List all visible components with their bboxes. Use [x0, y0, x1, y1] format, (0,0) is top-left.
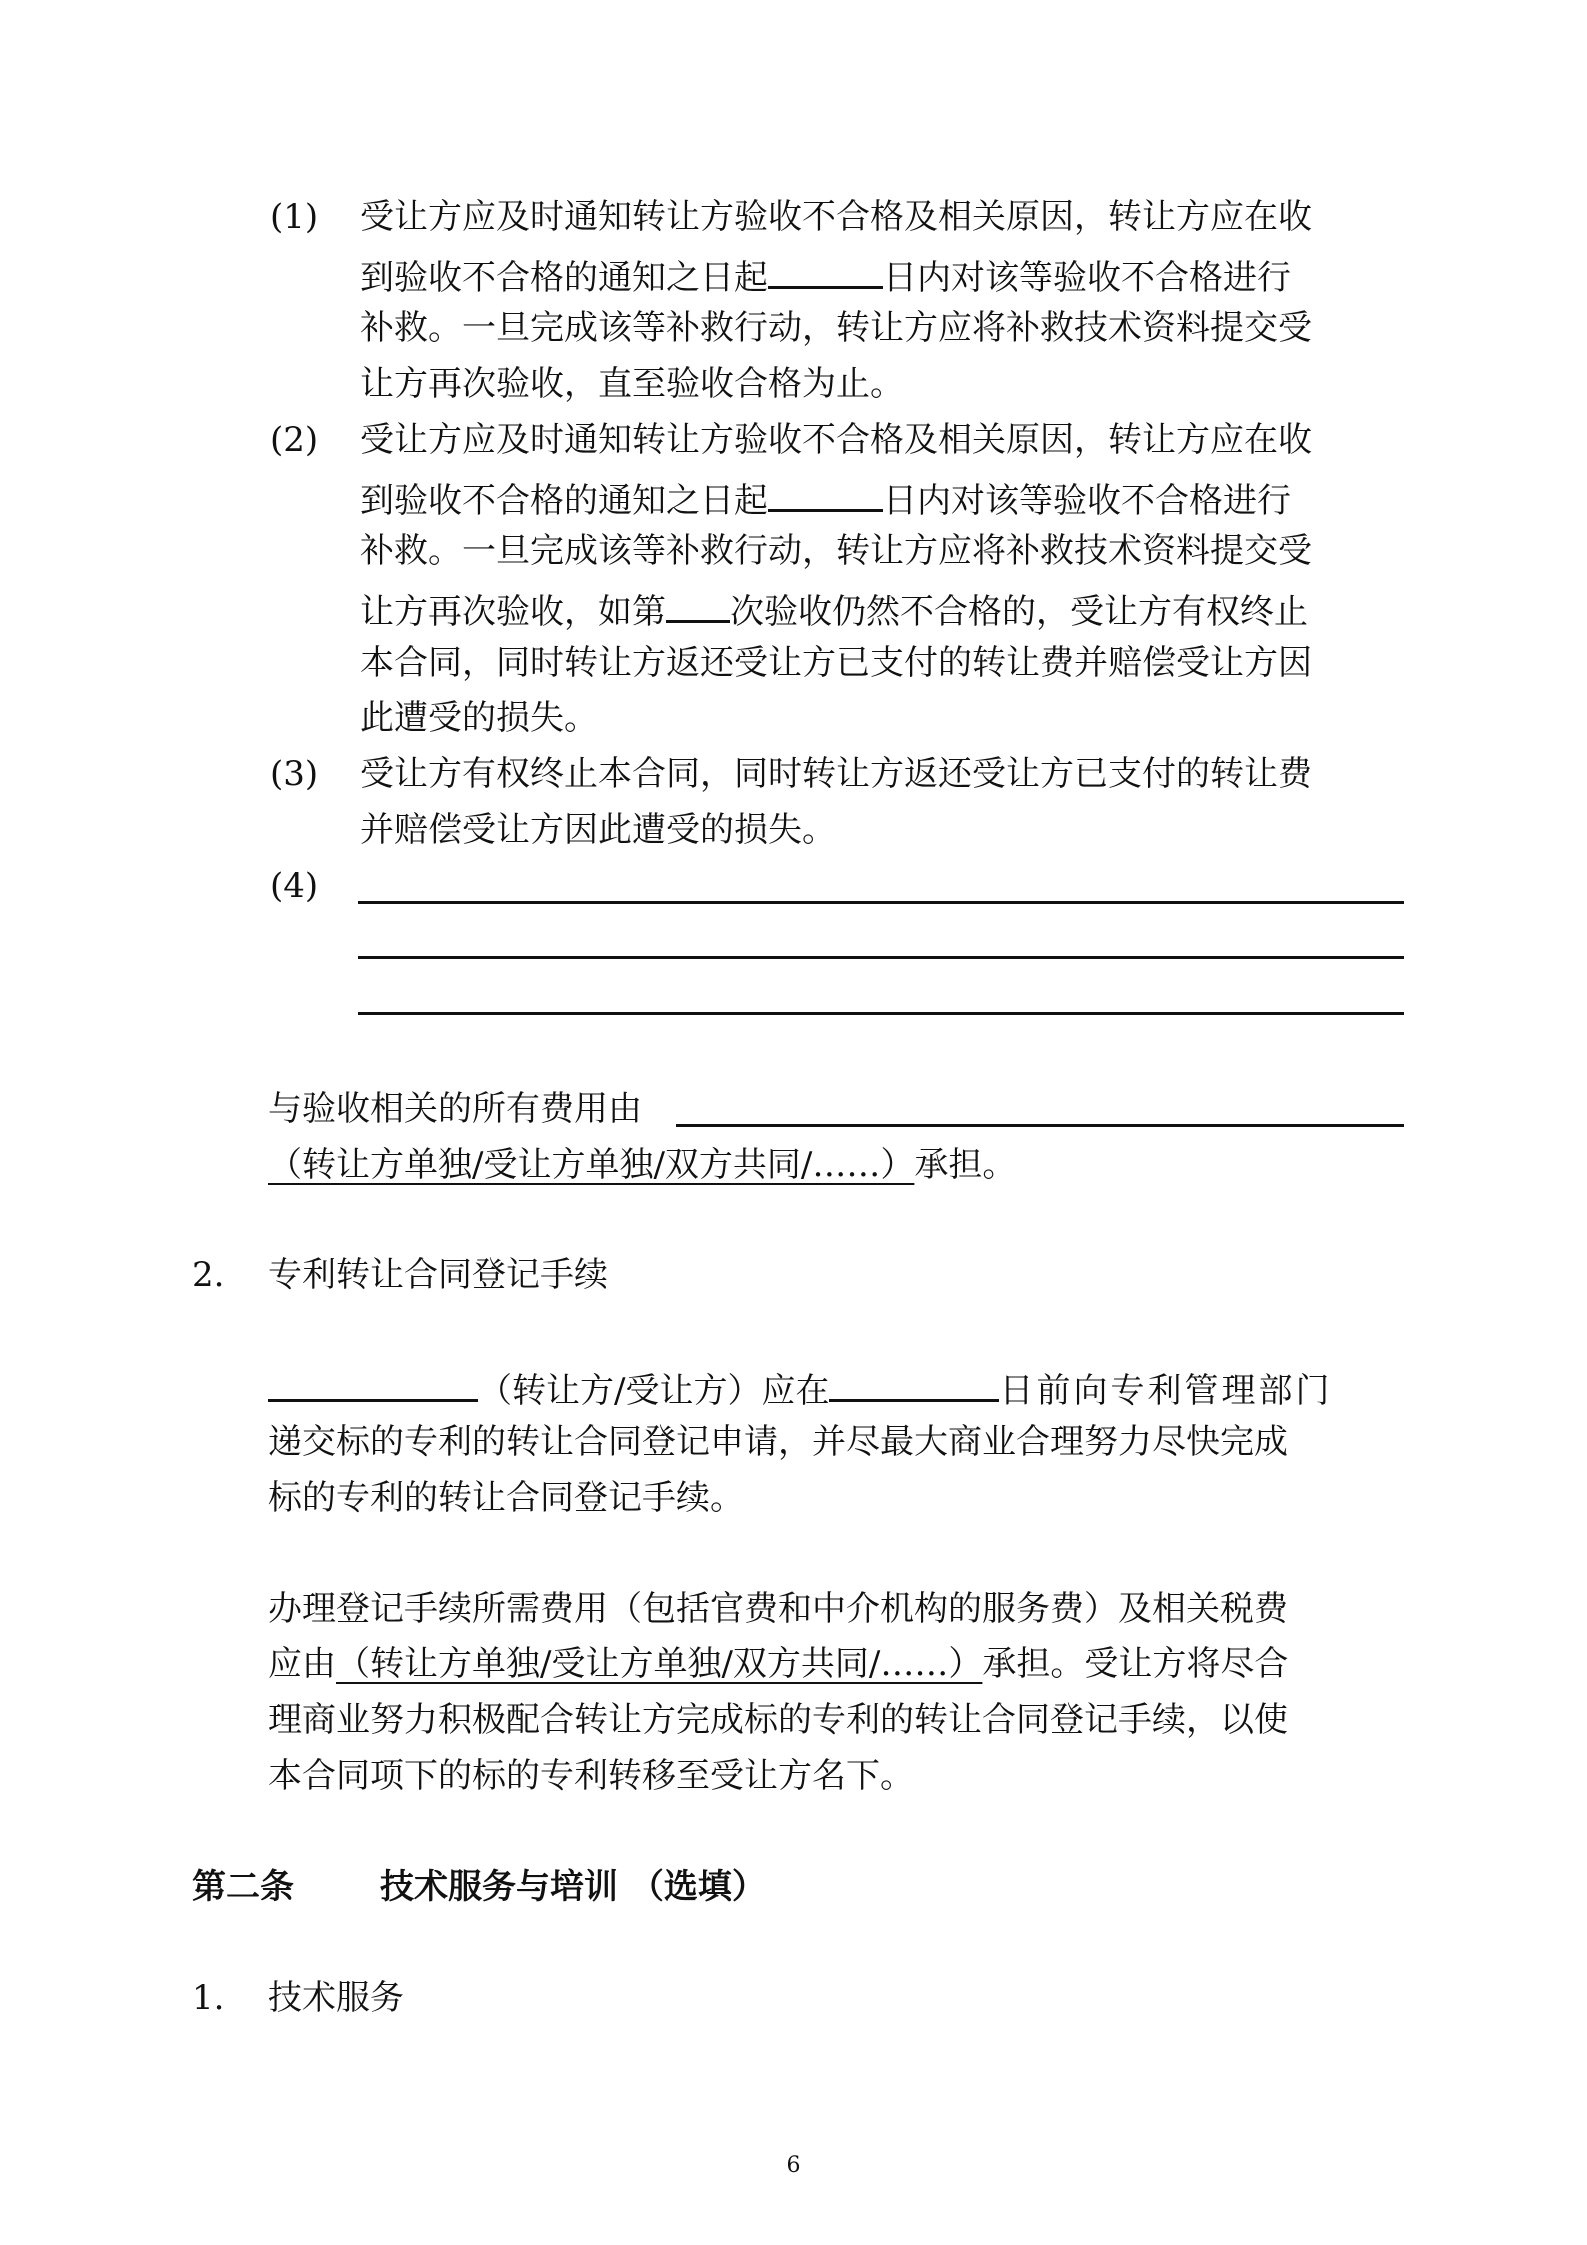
- item-3-line-2: 并赔偿受让方因此遭受的损失。: [360, 810, 836, 850]
- item-1-line-2: [360, 256, 1291, 298]
- item-4-blank-line-1[interactable]: [358, 901, 1404, 904]
- article-2-title: 技术服务与培训 （选填）: [380, 1867, 766, 1907]
- section-2-number: 2.: [192, 1255, 225, 1295]
- acceptance-cost-line-1: [268, 1089, 642, 1129]
- item-2-line-1: 受让方应及时通知转让方验收不合格及相关原因，转让方应在收: [360, 420, 1312, 460]
- days-blank-2[interactable]: [768, 479, 883, 512]
- days-blank-1[interactable]: [768, 256, 883, 289]
- attempts-blank[interactable]: [666, 590, 730, 623]
- item-1-line-3: 补救。一旦完成该等补救行动，转让方应将补救技术资料提交受: [360, 308, 1312, 348]
- item-2-line-4: [360, 590, 1308, 632]
- registration-cost-options[interactable]: （转让方单独/受让方单独/双方共同/……）: [336, 1644, 983, 1684]
- section-2-title: 专利转让合同登记手续: [268, 1255, 608, 1295]
- item-2-number: (2): [270, 420, 319, 460]
- section-2-p2-line-2a: 应由: [268, 1644, 336, 1684]
- item-2-line-4a: 让方再次验收，如第: [360, 592, 666, 632]
- item-2-line-2a: 到验收不合格的通知之日起: [360, 481, 768, 521]
- item-2-line-6: 此遭受的损失。: [360, 698, 598, 738]
- item-1-line-2a: 到验收不合格的通知之日起: [360, 258, 768, 298]
- section-2-p2-line-1: 办理登记手续所需费用（包括官费和中介机构的服务费）及相关税费: [268, 1589, 1288, 1629]
- section-2-p1-line-1b: 日前向专利管理部门: [999, 1371, 1333, 1411]
- page-number: 6: [786, 2153, 801, 2178]
- acceptance-cost-payer-blank[interactable]: [676, 1124, 1404, 1127]
- item-2-line-3: 补救。一旦完成该等补救行动，转让方应将补救技术资料提交受: [360, 531, 1312, 571]
- item-3-line-1: 受让方有权终止本合同，同时转让方返还受让方已支付的转让费: [360, 754, 1312, 794]
- subsection-1-number: 1.: [192, 1978, 225, 2018]
- item-2-line-2b: 日内对该等验收不合格进行: [883, 481, 1291, 521]
- section-2-p2-line-2b: 承担。受让方将尽合: [982, 1644, 1289, 1684]
- deadline-date-blank[interactable]: [829, 1369, 999, 1402]
- acceptance-cost-line-2: [268, 1145, 1017, 1185]
- section-2-p1-line-2: 递交标的专利的转让合同登记申请，并尽最大商业合理努力尽快完成: [268, 1422, 1288, 1462]
- item-1-line-2b: 日内对该等验收不合格进行: [883, 258, 1291, 298]
- item-3-number: (3): [270, 754, 319, 794]
- responsible-party-blank[interactable]: [268, 1369, 478, 1402]
- section-2-p2-line-4: 本合同项下的标的专利转移至受让方名下。: [268, 1756, 914, 1796]
- section-2-p1-line-3: 标的专利的转让合同登记手续。: [268, 1478, 744, 1518]
- acceptance-cost-options[interactable]: （转让方单独/受让方单独/双方共同/……）: [268, 1145, 915, 1185]
- acceptance-cost-text: 与验收相关的所有费用由: [268, 1089, 642, 1129]
- item-2-line-2: [360, 479, 1291, 521]
- item-1-line-1: 受让方应及时通知转让方验收不合格及相关原因，转让方应在收: [360, 197, 1312, 237]
- item-2-line-4b: 次验收仍然不合格的，受让方有权终止: [730, 592, 1308, 632]
- subsection-1-title: 技术服务: [268, 1978, 404, 2018]
- section-2-p2-line-3: 理商业努力积极配合转让方完成标的专利的转让合同登记手续，以使: [268, 1700, 1288, 1740]
- item-1-line-4: 让方再次验收，直至验收合格为止。: [360, 364, 904, 404]
- section-2-p2-line-2: [268, 1644, 1289, 1684]
- item-1-number: (1): [270, 197, 319, 237]
- article-2-label: 第二条: [192, 1867, 294, 1907]
- item-4-blank-line-2[interactable]: [358, 956, 1404, 959]
- item-4-blank-line-3[interactable]: [358, 1012, 1404, 1015]
- item-2-line-5: 本合同，同时转让方返还受让方已支付的转让费并赔偿受让方因: [360, 643, 1312, 683]
- section-2-p1-line-1a: （转让方/受让方）应在: [478, 1371, 830, 1411]
- item-4-number: (4): [270, 866, 319, 906]
- section-2-p1-line-1: [268, 1369, 1333, 1411]
- acceptance-cost-suffix: 承担。: [914, 1145, 1017, 1185]
